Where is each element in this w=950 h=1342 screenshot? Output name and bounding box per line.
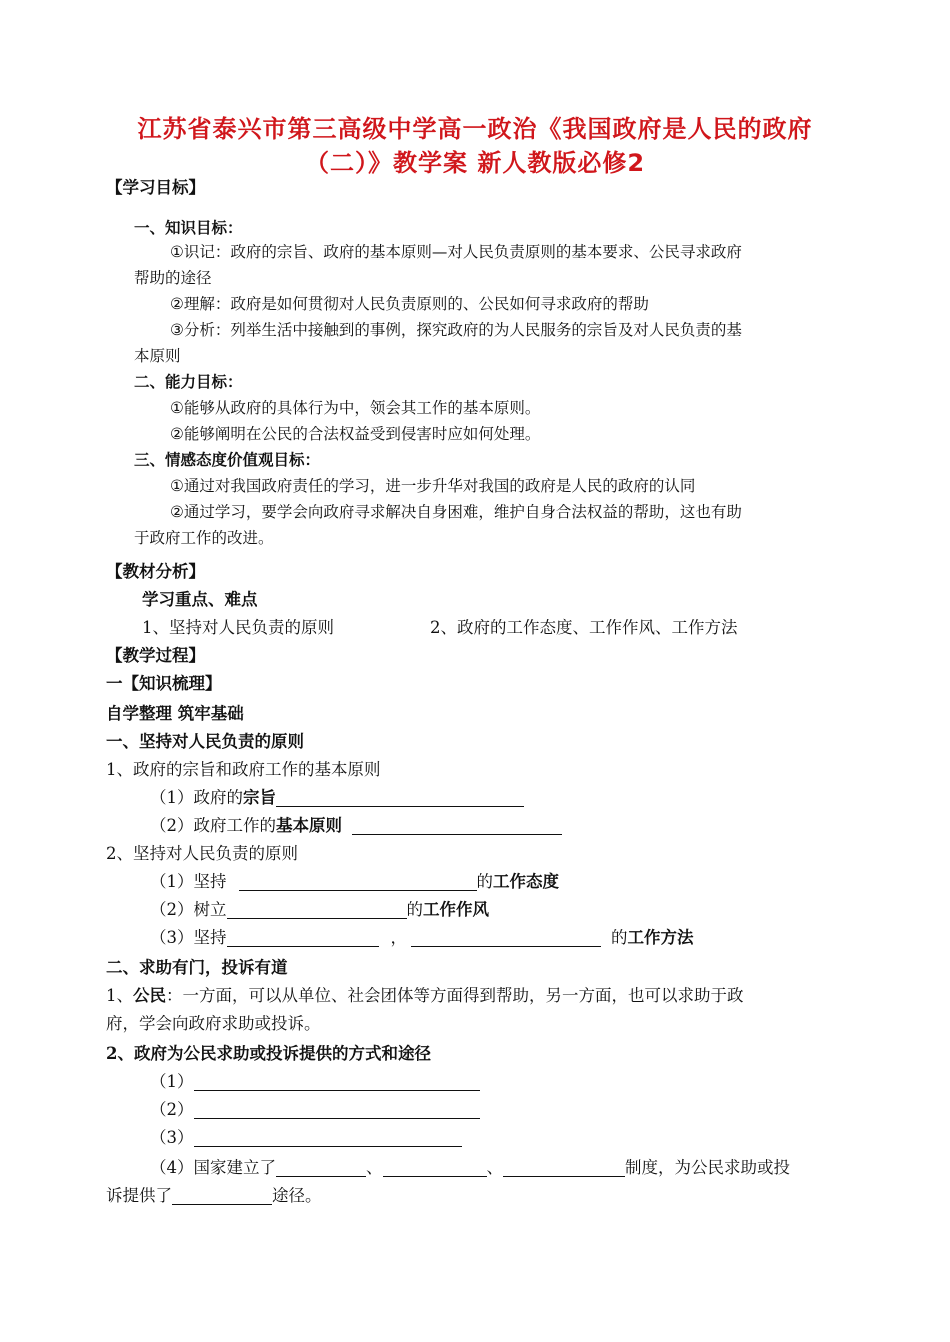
fill-blank-method-2[interactable]: [411, 928, 601, 947]
knowledge-goal-1: ①识记：政府的宗旨、政府的基本原则—对人民负责原则的基本要求、公民寻求政府: [170, 243, 742, 261]
channel-1: （1）: [150, 1070, 480, 1094]
item-1-2: （2）政府工作的基本原则: [150, 814, 562, 838]
key-points-heading: 学习重点、难点: [142, 590, 258, 609]
fill-blank-purpose[interactable]: [276, 788, 524, 807]
fill-blank-channel-3[interactable]: [194, 1128, 462, 1147]
ability-goal-2: ②能够阐明在公民的合法权益受到侵害时应如何处理。: [170, 425, 541, 443]
item-2-3: （3）坚持 ， 的工作方法: [150, 928, 694, 947]
document-title-line1: 江苏省泰兴市第三高级中学高一政治《我国政府是人民的政府: [137, 115, 813, 143]
section-header-learning-goals: 【学习目标】: [106, 178, 205, 197]
fill-blank-system-3[interactable]: [503, 1158, 625, 1177]
fill-blank-system-1[interactable]: [276, 1158, 366, 1177]
fill-blank-attitude[interactable]: [239, 872, 477, 891]
section-header-teaching-process: 【教学过程】: [106, 646, 205, 665]
fill-blank-style[interactable]: [227, 900, 407, 919]
item-gov-channels: 2、政府为公民求助或投诉提供的方式和途径: [106, 1044, 431, 1063]
key-point-2: 2、政府的工作态度、工作作风、工作方法: [430, 618, 738, 637]
fill-blank-method-1[interactable]: [227, 928, 379, 947]
knowledge-goals-heading: 一、知识目标：: [134, 219, 243, 237]
item-2-1: （1）坚持 的工作态度: [150, 872, 559, 891]
fill-blank-channel-1[interactable]: [194, 1072, 480, 1091]
fill-blank-principle[interactable]: [352, 816, 562, 835]
channel-4: （4）国家建立了 、 、 制度，为公民求助或投: [150, 1158, 790, 1177]
channel-2: （2）: [150, 1098, 480, 1122]
part-two-heading: 二、求助有门，投诉有道: [106, 958, 288, 977]
emotion-goals-heading: 三、情感态度价值观目标：: [134, 451, 321, 469]
citizen-paragraph-cont: 府，学会向政府求助或投诉。: [106, 1014, 321, 1033]
fill-blank-route[interactable]: [172, 1186, 272, 1205]
emotion-goal-1: ①通过对我国政府责任的学习，进一步升华对我国的政府是人民的政府的认同: [170, 477, 696, 495]
knowledge-goal-1-cont: 帮助的途径: [134, 269, 212, 287]
fill-blank-channel-2[interactable]: [194, 1100, 480, 1119]
key-point-1: 1、坚持对人民负责的原则: [142, 618, 334, 637]
emotion-goal-2: ②通过学习，要学会向政府寻求解决自身困难，维护自身合法权益的帮助，这也有助: [170, 503, 742, 521]
item-1: 1、政府的宗旨和政府工作的基本原则: [106, 760, 381, 779]
knowledge-review-heading: 一【知识梳理】: [106, 674, 222, 693]
emotion-goal-2-cont: 于政府工作的改进。: [134, 529, 274, 547]
channel-4-cont: 诉提供了 途径。: [106, 1186, 322, 1205]
knowledge-goal-3: ③分析：列举生活中接触到的事例，探究政府的为人民服务的宗旨及对人民负责的基: [170, 321, 742, 339]
self-study-heading: 自学整理 筑牢基础: [106, 704, 244, 723]
item-2: 2、坚持对人民负责的原则: [106, 844, 298, 863]
channel-3: （3）: [150, 1126, 462, 1150]
section-header-material-analysis: 【教材分析】: [106, 562, 205, 581]
part-one-heading: 一、坚持对人民负责的原则: [106, 732, 304, 751]
ability-goal-1: ①能够从政府的具体行为中，领会其工作的基本原则。: [170, 399, 541, 417]
item-2-2: （2）树立 的工作作风: [150, 900, 489, 919]
ability-goals-heading: 二、能力目标：: [134, 373, 243, 391]
knowledge-goal-2: ②理解：政府是如何贯彻对人民负责原则的、公民如何寻求政府的帮助: [170, 295, 649, 313]
document-title-line2: （二）》教学案 新人教版必修2: [304, 149, 646, 177]
knowledge-goal-3-cont: 本原则: [134, 347, 181, 365]
citizen-paragraph: 1、公民：一方面，可以从单位、社会团体等方面得到帮助，另一方面，也可以求助于政: [106, 986, 744, 1005]
item-1-1: （1）政府的宗旨: [150, 786, 524, 810]
fill-blank-system-2[interactable]: [383, 1158, 487, 1177]
